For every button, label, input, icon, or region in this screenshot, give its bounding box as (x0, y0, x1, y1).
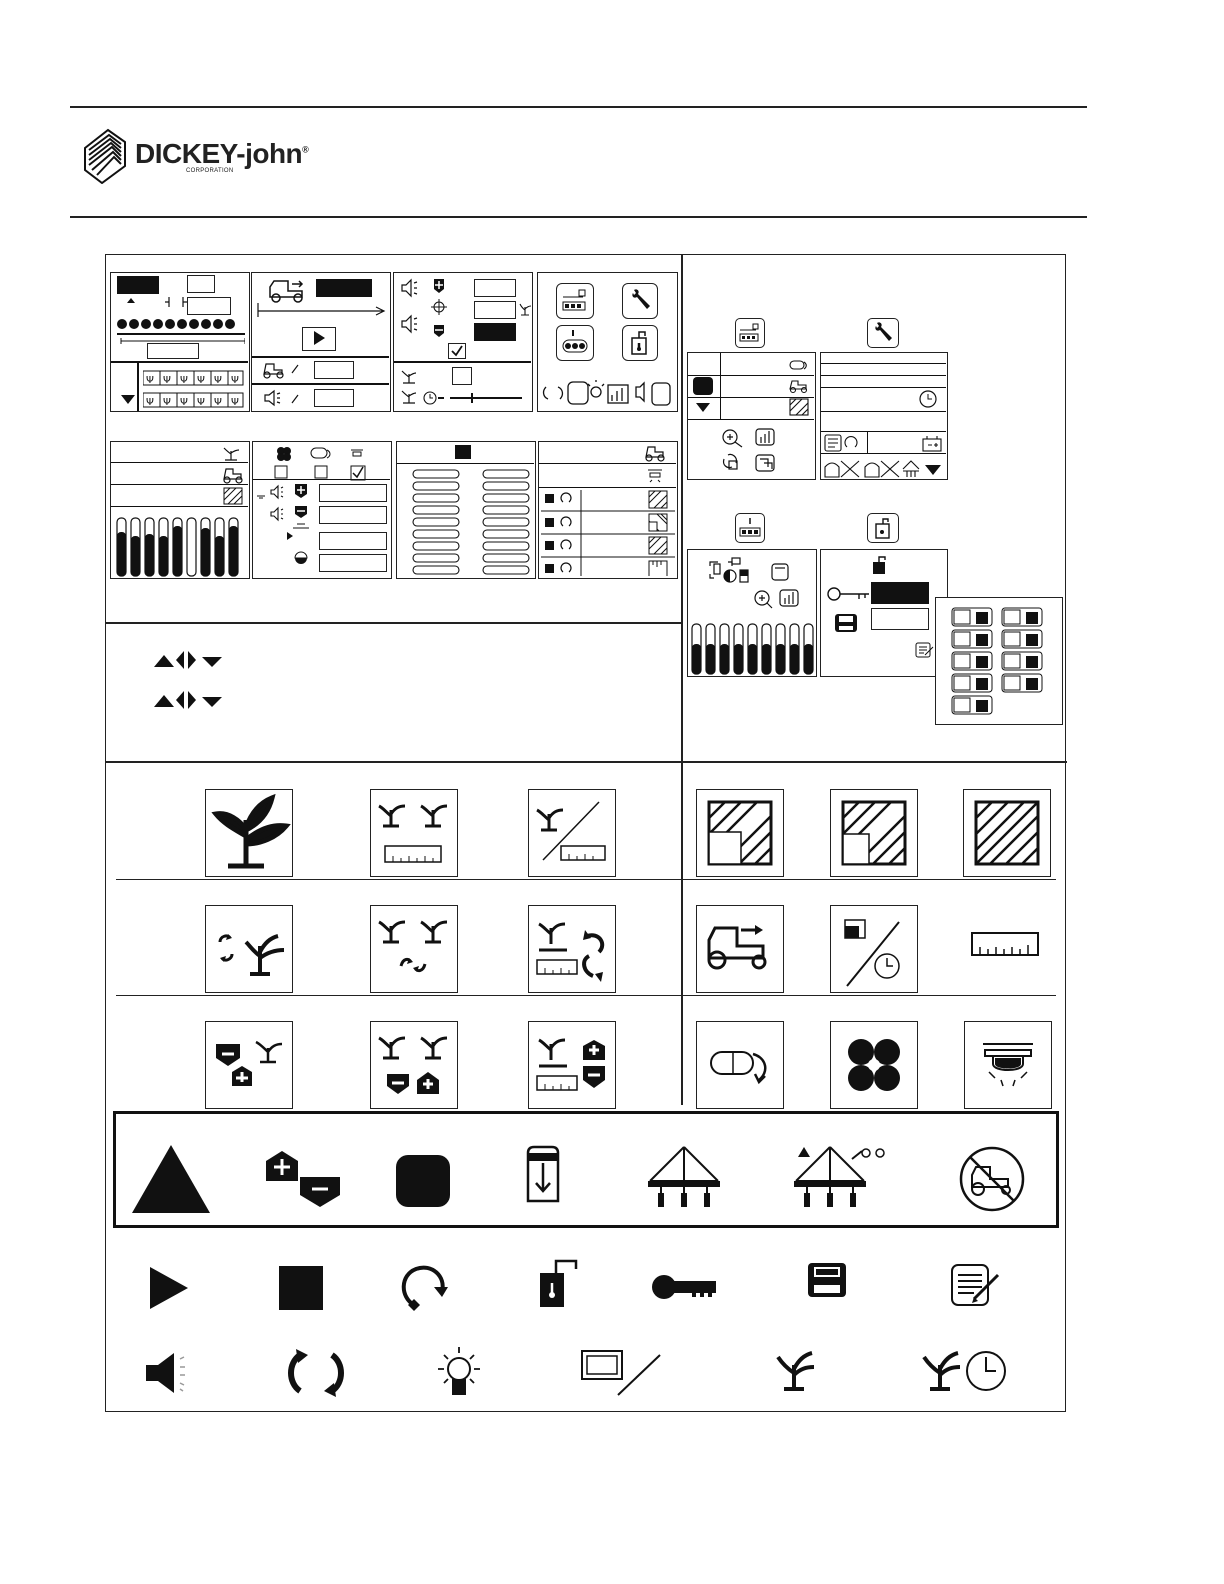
column-divider (681, 255, 683, 1105)
value-box (319, 484, 387, 502)
screen-unlock-grid[interactable] (935, 597, 1063, 725)
lift-switch-icon (524, 1145, 564, 1209)
sensor-check-icon (557, 326, 593, 360)
rule (252, 383, 389, 385)
monitor-icon (557, 284, 593, 318)
stop-icon (278, 1265, 324, 1311)
unlock-tree-button[interactable] (867, 513, 899, 543)
tractor-speed-small-icon (262, 361, 306, 379)
area-half-icon (831, 790, 917, 876)
plants-per-distance-icon (529, 790, 615, 876)
screen-bar-graph[interactable] (110, 441, 250, 579)
plant-small-icon (518, 301, 532, 317)
svg-text:Ψ: Ψ (163, 375, 171, 386)
arrow-down-icon (696, 403, 710, 413)
screen-alarm-limits[interactable] (393, 272, 533, 412)
rule (688, 419, 814, 420)
tractor-small-icon (221, 466, 245, 484)
diagnostics-icons (692, 554, 814, 614)
area-totals-rows (541, 488, 675, 578)
brand-subtitle: CORPORATION (186, 168, 234, 174)
plant-cycle-frame (205, 905, 293, 993)
rule (821, 431, 946, 432)
key-icon (652, 1273, 718, 1301)
distance-line (256, 301, 388, 319)
svg-text:Ψ: Ψ (231, 397, 239, 408)
sensor-alarm-icons (255, 482, 317, 576)
highlight-block (316, 279, 372, 297)
highlight-block (474, 323, 516, 341)
monitor-tree-button[interactable] (735, 318, 765, 348)
rule (720, 353, 721, 419)
notes-icon (913, 640, 935, 660)
area-partial-icon (697, 790, 783, 876)
setup-menu-button[interactable] (622, 283, 658, 319)
screen-area-counter[interactable] (251, 272, 391, 412)
plant-spacing-icon (371, 790, 457, 876)
header-rule-bottom (70, 216, 1087, 218)
fan-icon (831, 1022, 917, 1108)
monitor-icon (736, 319, 764, 347)
wrench-icon (623, 284, 657, 318)
value-box (452, 367, 472, 385)
value-box (474, 301, 516, 319)
play-icon (148, 1265, 190, 1311)
no-tractor-icon (958, 1145, 1026, 1213)
rule (252, 356, 389, 358)
reference-sheet (105, 254, 1066, 1412)
screen-row-list[interactable] (396, 441, 536, 579)
screen-row-status[interactable] (110, 272, 250, 412)
header-rule-top (70, 106, 1087, 108)
tractor-small-icon (643, 444, 669, 462)
svg-text:Ψ: Ψ (146, 375, 154, 386)
tractor-speed-frame (696, 905, 784, 993)
plant-distance-cycle-icon (529, 906, 615, 992)
rule (821, 411, 946, 412)
svg-text:Ψ: Ψ (163, 397, 171, 408)
ruler-icon (970, 931, 1040, 957)
time-slider[interactable] (422, 387, 532, 409)
plant-spacing-adjust-frame (370, 1021, 458, 1109)
setup-tree-button[interactable] (867, 318, 899, 348)
alarm-icons-panel (113, 1111, 1059, 1228)
plant-large-frame (205, 789, 293, 877)
rule (111, 462, 248, 463)
svg-text:Ψ: Ψ (231, 375, 239, 386)
play-button[interactable] (302, 327, 336, 351)
unlock-icon (868, 514, 898, 542)
svg-text:Ψ: Ψ (214, 397, 222, 408)
rule (821, 387, 946, 388)
area-small-icon (223, 487, 243, 505)
speaker-icon (144, 1349, 196, 1397)
unlock-icon (536, 1257, 582, 1309)
area-partial-frame (696, 789, 784, 877)
rule (137, 361, 139, 411)
rule (539, 463, 676, 464)
plant-distance-adjust-icon (529, 1022, 615, 1108)
bar-graph (115, 516, 247, 578)
row-divider-2 (116, 995, 1056, 996)
area-full-icon (964, 790, 1050, 876)
tractor-speed-icon (697, 906, 783, 992)
reset-icon (396, 1261, 452, 1313)
svg-text:Ψ: Ψ (180, 397, 188, 408)
screen-main-menu[interactable] (537, 272, 678, 412)
svg-text:Ψ: Ψ (180, 375, 188, 386)
password-field[interactable] (871, 608, 929, 630)
light-icon (436, 1345, 482, 1403)
checkbox-checked[interactable] (448, 343, 466, 359)
svg-text:Ψ: Ψ (146, 397, 154, 408)
value-box (319, 506, 387, 524)
svg-text:Ψ: Ψ (197, 375, 205, 386)
screen-sensor-config[interactable] (252, 441, 392, 579)
check-icon (449, 344, 465, 358)
rule (111, 361, 248, 363)
save-icon (833, 612, 859, 634)
plant-spacing-cycle-frame (370, 905, 458, 993)
screen-setup-menu[interactable] (820, 352, 948, 480)
value-box (147, 343, 199, 359)
play-icon (303, 328, 333, 348)
diagnostic-bar-graph (690, 622, 816, 676)
clock-icon (917, 389, 939, 409)
rule (111, 484, 248, 485)
arrow-down-icon (121, 395, 135, 405)
plus-minus-icon (264, 1149, 344, 1215)
plant-time-icon (920, 1345, 1010, 1395)
area-full-frame (963, 789, 1051, 877)
key-icon (827, 586, 871, 602)
plant-grid (143, 369, 247, 409)
notes-icon (948, 1261, 1004, 1309)
plants-per-distance-frame (528, 789, 616, 877)
status-icons-row (540, 377, 676, 409)
fan-frame (830, 1021, 918, 1109)
plant-spacing-adjust-icon (371, 1022, 457, 1108)
brand-name: DICKEY-john® (135, 138, 309, 169)
value-box (314, 389, 354, 407)
rule (394, 361, 531, 363)
planter-icon (646, 1141, 722, 1213)
contrast-icon (580, 1347, 664, 1399)
svg-text:Ψ: Ψ (197, 397, 205, 408)
shaft-rotation-frame (696, 1021, 784, 1109)
brand-logo (80, 128, 320, 188)
value-box (319, 532, 387, 550)
alarm-icons (398, 277, 454, 359)
rule (397, 463, 534, 464)
plant-time-small-icon (400, 367, 422, 407)
screen-unlock[interactable] (820, 549, 948, 677)
setup-submenu-icons (823, 433, 947, 479)
password-field-selected (871, 582, 929, 604)
plant-single-icon (772, 1345, 818, 1395)
unlock-small-icon (869, 554, 893, 578)
plant-icon (206, 790, 292, 876)
plant-spacing-frame (370, 789, 458, 877)
highlight-block (117, 276, 159, 294)
sensor-type-header (257, 444, 389, 482)
unlock-menu-button[interactable] (622, 325, 658, 361)
monitor-submenu-icons (718, 425, 782, 477)
sensor-small-icon (643, 466, 669, 484)
diagnostics-icon (736, 514, 764, 542)
monitor-menu-icons (788, 357, 812, 419)
svg-text:Ψ: Ψ (214, 375, 222, 386)
plant-distance-cycle-frame (528, 905, 616, 993)
rounded-square-icon (394, 1153, 452, 1209)
planter-switch-icon (792, 1141, 888, 1213)
reset-badge (455, 445, 471, 459)
wrench-icon (868, 319, 898, 347)
screen-diagnostics[interactable] (687, 549, 817, 677)
unlock-options-grid (936, 598, 1062, 724)
diagnostics-menu-button[interactable] (556, 325, 594, 361)
value-box (187, 275, 215, 293)
speaker-small-icon (262, 389, 306, 407)
area-half-frame (830, 789, 918, 877)
rule (821, 363, 946, 364)
warning-triangle-icon (130, 1143, 212, 1215)
section-divider-mid (106, 761, 1067, 763)
value-box (474, 279, 516, 297)
row-divider-1 (116, 879, 1056, 880)
plant-distance-adjust-frame (528, 1021, 616, 1109)
cycle-icon (284, 1345, 348, 1401)
tractor-icon (266, 277, 310, 303)
row-list-pills (411, 468, 531, 576)
area-per-time-frame (830, 905, 918, 993)
rule (821, 375, 946, 376)
rule (111, 506, 248, 507)
arrow-keys-icon (152, 689, 228, 711)
rule (253, 479, 390, 480)
plant-cycle-icon (206, 906, 292, 992)
save-icon (806, 1261, 848, 1299)
area-per-time-icon (831, 906, 917, 992)
plant-small-icon (221, 444, 243, 462)
arrow-keys-icon (152, 649, 228, 671)
unlock-icon (623, 326, 657, 360)
section-divider-left (106, 622, 681, 624)
diagnostics-tree-button[interactable] (735, 513, 765, 543)
seed-sensor-icon (965, 1022, 1051, 1108)
seed-sensor-frame (964, 1021, 1052, 1109)
screen-area-totals[interactable] (538, 441, 678, 579)
monitor-menu-button[interactable] (556, 283, 594, 319)
value-box (319, 554, 387, 572)
plant-spacing-cycle-icon (371, 906, 457, 992)
plant-plus-minus-frame (205, 1021, 293, 1109)
notes-badge (693, 377, 713, 395)
value-box (314, 361, 354, 379)
dickey-john-logo-icon (80, 128, 130, 184)
screen-monitor-menu[interactable] (687, 352, 816, 480)
shaft-rotation-icon (697, 1022, 783, 1108)
plant-plus-minus-icon (206, 1022, 292, 1108)
